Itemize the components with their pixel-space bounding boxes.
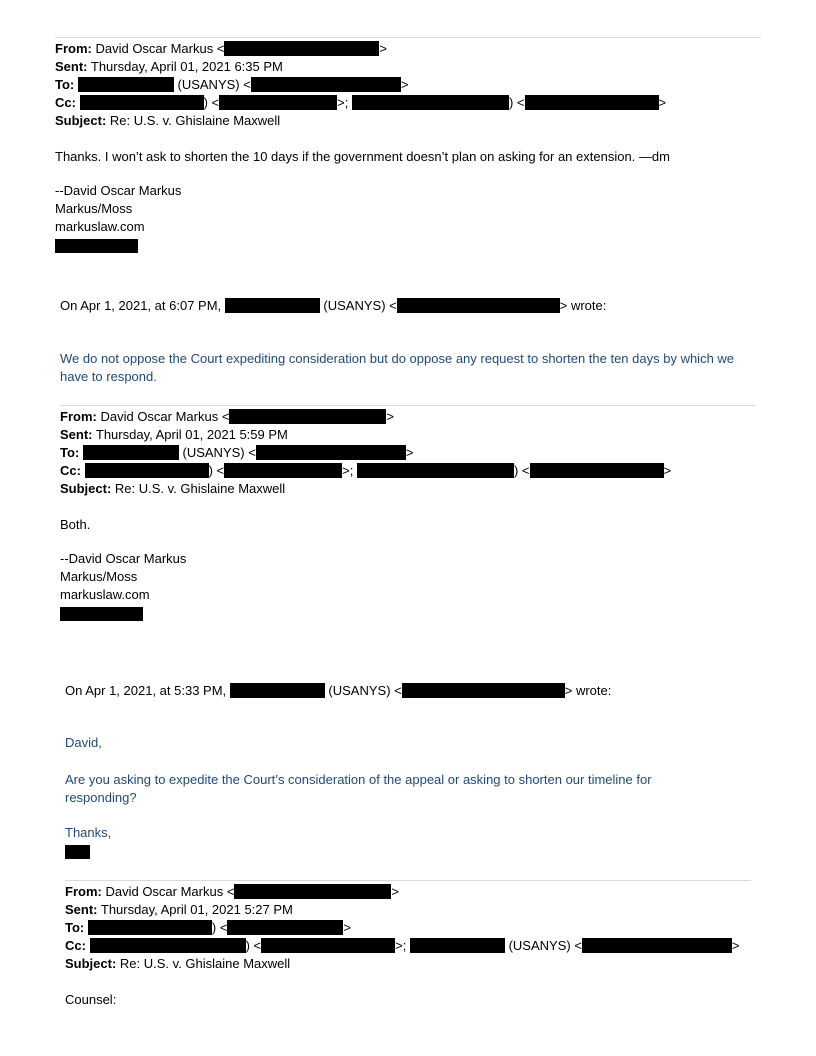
redaction <box>60 607 143 621</box>
sent-date: Thursday, April 01, 2021 6:35 PM <box>90 59 283 74</box>
message-body: Counsel: <box>65 992 117 1007</box>
redaction <box>219 95 337 110</box>
from-label: From: <box>55 41 92 56</box>
redaction <box>90 938 246 953</box>
subject-line <box>65 956 290 972</box>
redaction <box>224 41 379 56</box>
to-line: To: (USANYS) < > <box>60 445 414 460</box>
quoted-message: Are you asking to expedite the Court’s consideration of the appeal or asking to shorten our timeline for responding? <box>65 772 652 805</box>
to-label: To: <box>65 920 85 935</box>
message-body: Thanks. I won’t ask to shorten the 10 days if the government doesn’t plan on asking for an extension. —dm <box>55 149 670 164</box>
redaction <box>227 920 343 935</box>
quoted-greeting: David, <box>65 735 102 750</box>
cc-label: Cc: <box>65 938 86 953</box>
sent-label: Sent: <box>60 427 93 442</box>
sender-name: David Oscar Markus < <box>105 884 235 899</box>
redaction <box>80 95 204 110</box>
sent-line <box>55 59 283 75</box>
redaction <box>85 463 209 478</box>
separator-rule <box>60 405 756 406</box>
redaction <box>525 95 659 110</box>
redaction <box>261 938 395 953</box>
redaction <box>88 920 212 935</box>
redaction <box>352 95 509 110</box>
from-line: From: David Oscar Markus < > <box>65 884 400 899</box>
from-line: From: David Oscar Markus < > <box>60 409 395 424</box>
to-line: To: (USANYS) < > <box>55 77 409 92</box>
subject-line <box>60 481 285 497</box>
from-line: From: David Oscar Markus < > <box>55 41 388 56</box>
quote-header: On Apr 1, 2021, at 6:07 PM, (USANYS) < > wrote: <box>60 298 607 313</box>
cc-line: Cc: ) < >; ) < > <box>60 463 672 478</box>
sent-date: Thursday, April 01, 2021 5:27 PM <box>100 902 293 917</box>
sent-line <box>65 902 293 918</box>
sent-label: Sent: <box>55 59 88 74</box>
redaction <box>582 938 732 953</box>
signature-name: --David Oscar Markus <box>55 183 182 198</box>
quote-date: On Apr 1, 2021, at 5:33 PM, <box>65 683 227 698</box>
to-label: To: <box>55 77 75 92</box>
quote-date: On Apr 1, 2021, at 6:07 PM, <box>60 298 222 313</box>
sender-name: David Oscar Markus < <box>100 409 230 424</box>
redaction <box>230 683 325 698</box>
separator-rule <box>65 880 751 881</box>
subject-label: Subject: <box>65 956 117 971</box>
cc-line: Cc: ) < >; (USANYS) < > <box>65 938 740 953</box>
from-label: From: <box>60 409 97 424</box>
subject-text: Re: U.S. v. Ghislaine Maxwell <box>109 113 281 128</box>
redaction <box>530 463 664 478</box>
quoted-message: We do not oppose the Court expediting consideration but do oppose any request to shorten the ten days by which we have to respond. <box>60 351 735 384</box>
cc-label: Cc: <box>60 463 81 478</box>
cc-label: Cc: <box>55 95 76 110</box>
subject-text: Re: U.S. v. Ghislaine Maxwell <box>119 956 291 971</box>
subject-label: Subject: <box>55 113 107 128</box>
signature-name: --David Oscar Markus <box>60 551 187 566</box>
subject-text: Re: U.S. v. Ghislaine Maxwell <box>114 481 286 496</box>
sender-name: David Oscar Markus < <box>95 41 225 56</box>
redaction <box>83 445 179 460</box>
message-body: Both. <box>60 517 91 532</box>
to-line: To: ) < > <box>65 920 352 935</box>
redaction <box>251 77 401 92</box>
cc-line: Cc: ) < >; ) < > <box>55 95 667 110</box>
sent-line <box>60 427 288 443</box>
redaction <box>357 463 514 478</box>
redaction <box>78 77 174 92</box>
from-label: From: <box>65 884 102 899</box>
redaction <box>256 445 406 460</box>
redaction <box>55 239 138 253</box>
signature-firm: Markus/Moss <box>55 201 133 216</box>
redaction <box>224 463 342 478</box>
redaction <box>397 298 560 313</box>
redaction <box>410 938 505 953</box>
sent-label: Sent: <box>65 902 98 917</box>
redaction <box>234 884 391 899</box>
redaction <box>65 845 90 859</box>
quoted-closing: Thanks, <box>65 825 112 840</box>
sent-date: Thursday, April 01, 2021 5:59 PM <box>95 427 288 442</box>
quote-header: On Apr 1, 2021, at 5:33 PM, (USANYS) < > wrote: <box>65 683 612 698</box>
separator-rule <box>55 37 761 38</box>
subject-line <box>55 113 280 129</box>
redaction <box>225 298 320 313</box>
signature-website: markuslaw.com <box>55 219 145 234</box>
subject-label: Subject: <box>60 481 112 496</box>
to-label: To: <box>60 445 80 460</box>
signature-website: markuslaw.com <box>60 587 150 602</box>
redaction <box>229 409 386 424</box>
redaction <box>402 683 565 698</box>
signature-firm: Markus/Moss <box>60 569 138 584</box>
